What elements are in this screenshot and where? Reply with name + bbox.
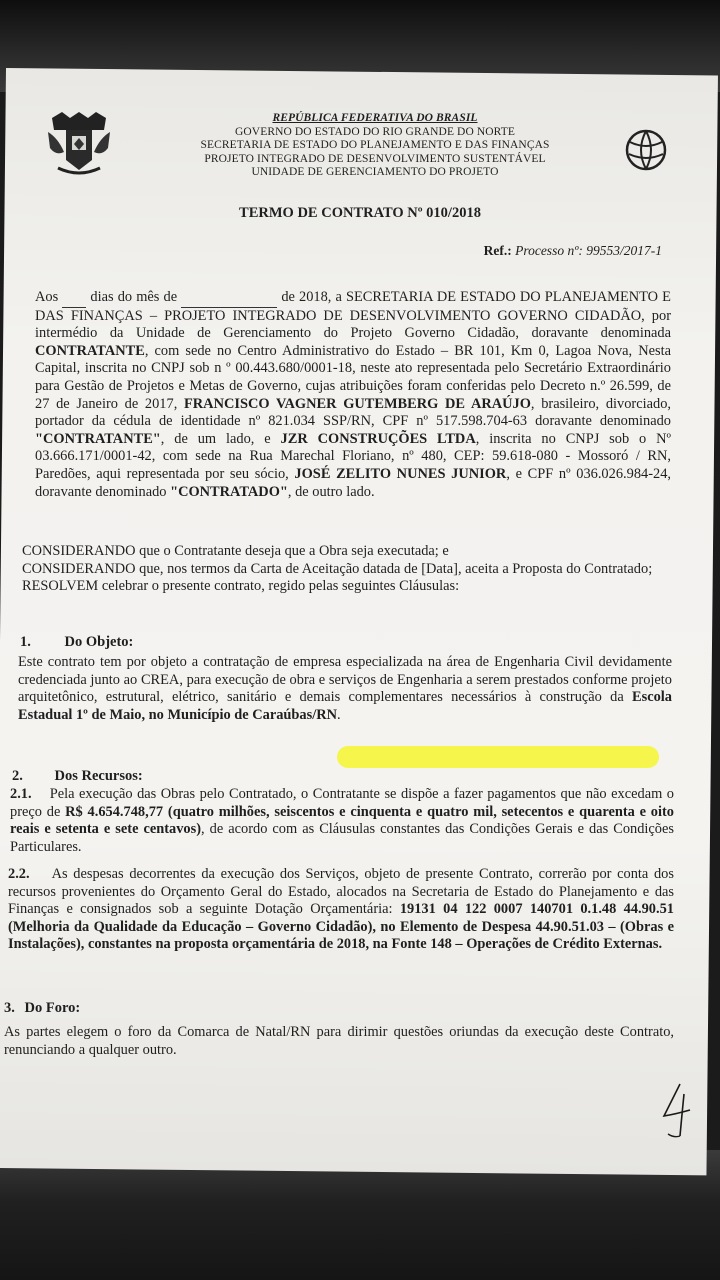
contract-value: R$ 4.654.748,77 (quatro milhões, seiscentos e cinquenta e quatro mil, setecentos e quarenta e oito reais e setenta e sete centavos) — [10, 803, 674, 838]
secretary-name: FRANCISCO VAGNER GUTEMBERG DE ARAÚJO — [184, 395, 531, 412]
letterhead-line: PROJETO INTEGRADO DE DESENVOLVIMENTO SUSTENTÁVEL — [204, 152, 546, 165]
coat-of-arms-icon — [44, 108, 114, 178]
budget-allocation: 19131 04 122 0007 140701 0.1.48 44.90.51 (Melhoria da Qualidade da Educação – Governo Cidadão), no Elemento de Despesa 44.90.51.03 – (Obras e Instalações), constantes na proposta orçamentária de 2018, na Fonte 148 – Operações de Crédito Externas. — [8, 901, 674, 953]
partner-name: JOSÉ ZELITO NUNES JUNIOR — [294, 465, 507, 482]
section-number: 1. — [20, 634, 31, 650]
school-name: Escola Estadual 1º de Maio, no Município de Caraúbas/RN — [18, 689, 672, 723]
considerando-line: CONSIDERANDO que o Contratante deseja que a Obra seja executada; e — [22, 543, 449, 559]
letterhead-line: GOVERNO DO ESTADO DO RIO GRANDE DO NORTE — [235, 125, 515, 138]
process-reference — [484, 243, 662, 259]
intro-text: , de outro lado. — [287, 483, 375, 500]
intro-text: , com sede no Centro Administrativo do Estado – BR 101, Km 0, Lagoa Nova, Nesta Capital, inscrita no CNPJ sob n º 00.443.680/0001-18, neste ato representada pelo Secretário Extraordinário para Gestão de Projetos e Metas de Governo, cujas atribuições foram conferidas pelo Decreto n.º 26.599, de 27 de Janeiro de 2017, — [35, 342, 671, 412]
section-objeto-heading — [20, 634, 133, 651]
considerando-line: CONSIDERANDO que, nos termos da Carta de Aceitação datada de [Data], aceita a Proposta do Contratado; — [22, 560, 653, 577]
considerando-block — [22, 543, 672, 596]
intro-text: de 2018, a SECRETARIA DE ESTADO DO PLANEJAMENTO E DAS FINANÇAS – PROJETO INTEGRADO DE DESENVOLVIMENTO GOVERNO CIDADÃO, por intermédio da Unidade de Gerenciamento do Projeto Governo Cidadão, doravante denominada — [35, 289, 671, 342]
clause-2-2 — [8, 866, 674, 954]
contratante-term: CONTRATANTE — [35, 342, 145, 359]
highlighter-mark — [337, 746, 659, 768]
clause-text: , de acordo com as Cláusulas constantes das Condições Gerais e das Condições Particulares. — [10, 821, 674, 855]
section-title: Dos Recursos: — [54, 768, 143, 784]
intro-text: , inscrita no CNPJ sob o Nº 03.666.171/0001-42, com sede na Rua Marechal Floriano, nº 480, CEP: 59.618-080 - Mossoró / RN, Paredões, aqui representada por seu sócio, — [35, 430, 671, 482]
intro-text: dias do mês de — [90, 289, 178, 305]
section-recursos-heading — [12, 768, 143, 785]
contract-title: TERMO DE CONTRATO Nº 010/2018 — [239, 205, 481, 221]
world-bank-globe-icon — [624, 128, 668, 172]
clause-text: As despesas decorrentes da execução dos Serviços, objeto de presente Contrato, correrão por conta dos recursos provenientes do Orçamento Geral do Estado, alocados na Secretaria de Estado do Planejamento e das Finanças e consignados sob a seguinte Dotação Orçamentária: — [8, 866, 674, 918]
foro-paragraph: As partes elegem o foro da Comarca de Natal/RN para dirimir questões oriundas da execução deste Contrato, renunciando a qualquer outro. — [4, 1024, 674, 1058]
section-title: Do Foro: — [24, 1000, 81, 1016]
republica-line: REPÚBLICA FEDERATIVA DO BRASIL — [272, 112, 478, 124]
clause-text: Pela execução das Obras pelo Contratado, o Contratante se dispõe a fazer pagamentos que não excedam o preço de — [10, 786, 674, 820]
clause-number: 2.2. — [8, 866, 30, 882]
contratante-term: "CONTRATANTE" — [35, 430, 161, 447]
company-name: JZR CONSTRUÇÕES LTDA — [280, 430, 476, 447]
letterhead — [150, 112, 600, 180]
section-title: Do Objeto: — [64, 634, 134, 650]
intro-text: , brasileiro, divorciado, portador da cédula de identidade nº 821.034 SSP/RN, CPF nº 517.598.704-63 doravante denominado — [35, 395, 671, 430]
contratado-term: "CONTRATADO" — [170, 483, 288, 500]
document-page — [0, 68, 718, 1175]
section-number: 3. — [4, 1000, 15, 1016]
intro-text: Aos — [35, 289, 59, 305]
intro-paragraph — [35, 289, 671, 501]
blank-month — [181, 289, 277, 308]
resolvem-line: RESOLVEM celebrar o presente contrato, regido pelas seguintes Cláusulas: — [22, 578, 460, 595]
letterhead-line: UNIDADE DE GERENCIAMENTO DO PROJETO — [251, 166, 499, 178]
ref-label: Ref.: — [483, 243, 512, 258]
objeto-paragraph — [18, 654, 672, 724]
section-foro-heading — [4, 1000, 80, 1017]
clause-2-1 — [10, 786, 674, 856]
intro-text: , e CPF nº 036.026.984-24, doravante denominado — [35, 465, 671, 500]
ref-value: Processo nº: 99553/2017-1 — [515, 243, 662, 258]
objeto-text: . — [337, 706, 341, 723]
objeto-text: Este contrato tem por objeto a contratação de empresa especializada na área de Engenharia Civil devidamente credenciada junto ao CREA, para execução de obra e serviços de Engenharia a serem prestados conforme projeto arquitetônico, estrutural, elétrico, sanitário e demais complementares necessários à construção da — [18, 654, 672, 706]
handwritten-initial — [650, 1080, 700, 1140]
section-number: 2. — [12, 768, 23, 784]
clause-number: 2.1. — [10, 786, 32, 802]
letterhead-line: SECRETARIA DE ESTADO DO PLANEJAMENTO E DAS FINANÇAS — [200, 139, 550, 151]
blank-day — [62, 289, 86, 308]
intro-text: , de um lado, e — [160, 430, 271, 447]
